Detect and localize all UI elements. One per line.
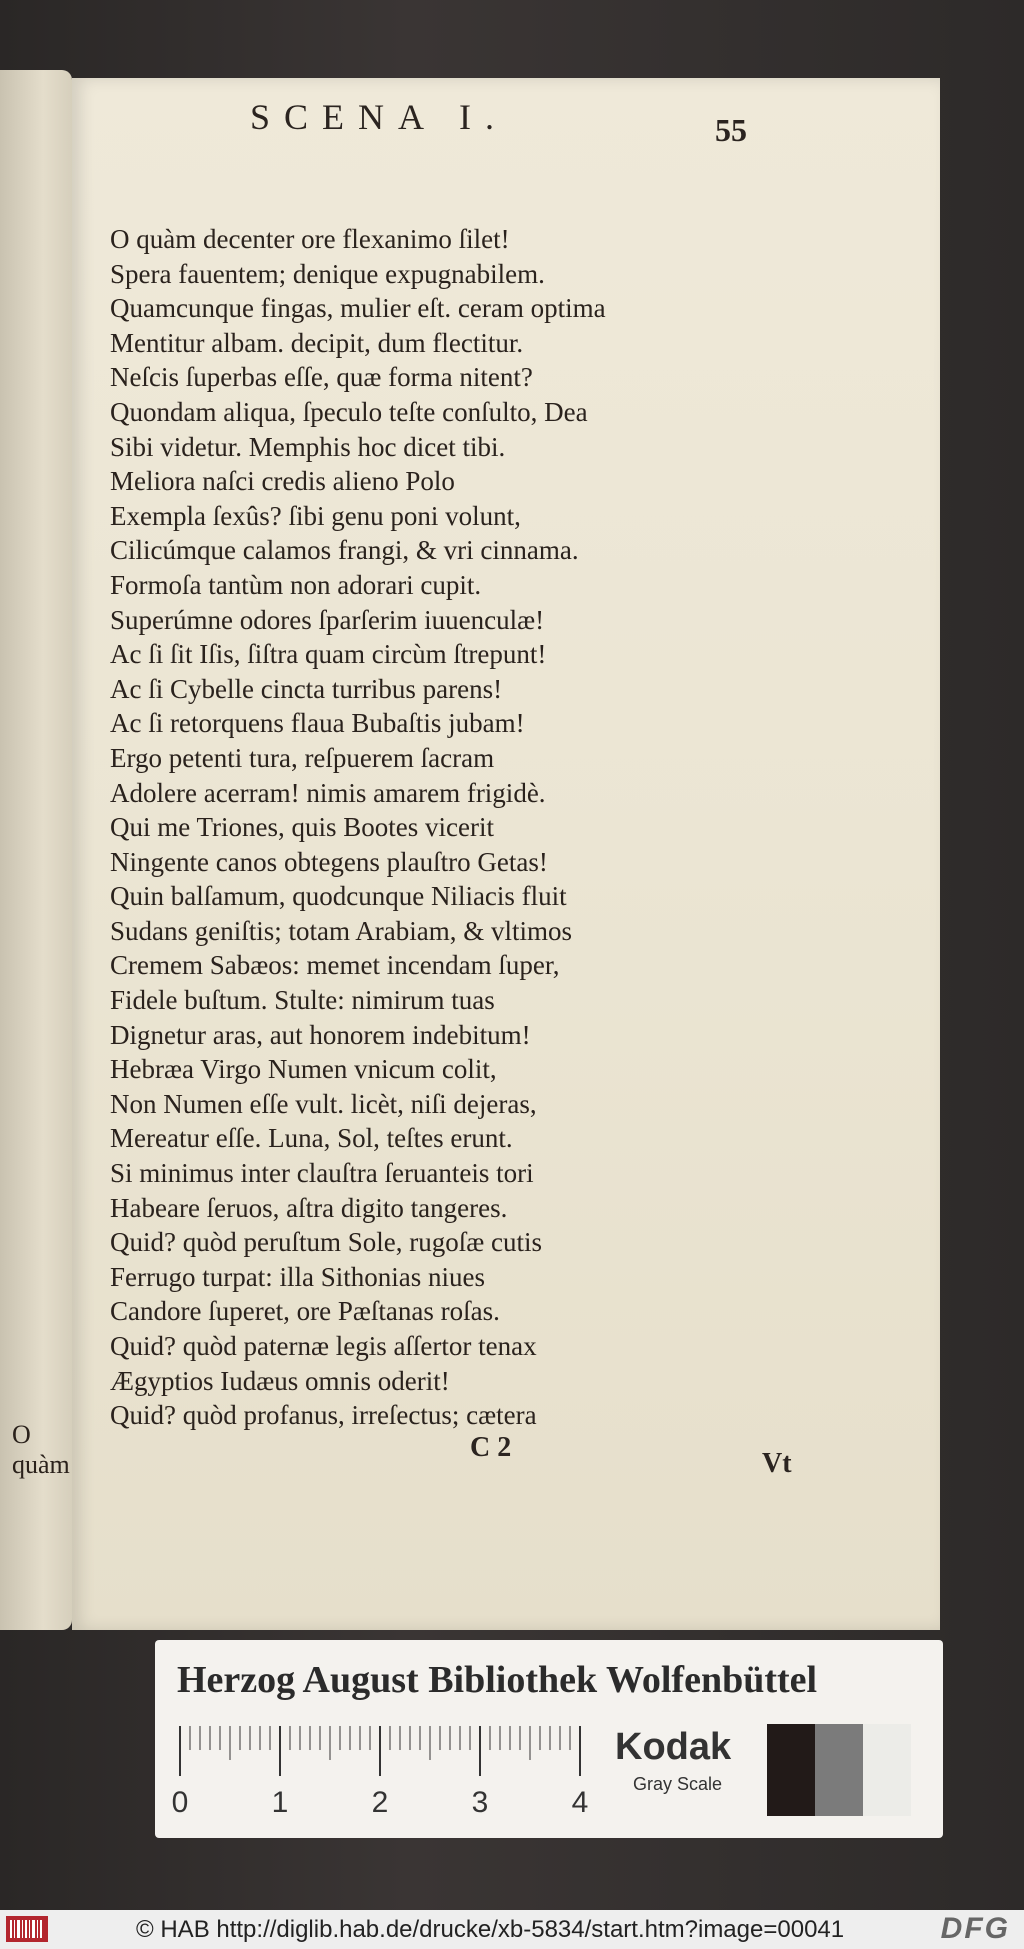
barcode-logo-icon — [6, 1916, 48, 1942]
verse-line: Ac ſi retorquens flaua Bubaſtis jubam! — [110, 708, 525, 739]
page-number: 55 — [715, 112, 747, 148]
verse-line: Habeare ſeruos, aſtra digito tangeres. — [110, 1192, 508, 1223]
ruler-label: 1 — [271, 1786, 289, 1819]
left-page-edge — [0, 70, 72, 1630]
footer-bar — [0, 1910, 1024, 1949]
swatch-mid — [815, 1724, 863, 1816]
verse-line: Cilicúmque calamos frangi, & vri cinnama. — [110, 535, 579, 566]
verse-line: Mentitur albam. decipit, dum flectitur. — [110, 327, 524, 358]
verse-line: Cremem Sabæos: memet incendam ſuper, — [110, 950, 560, 981]
verse-line: Fidele buſtum. Stulte: nimirum tuas — [110, 985, 495, 1016]
swatch-light — [863, 1724, 911, 1816]
verse-line: Mereatur eſſe. Luna, Sol, teſtes erunt. — [110, 1123, 513, 1154]
verse-line: Dignetur aras, aut honorem indebitum! — [110, 1019, 531, 1050]
verse-line: Ergo petenti tura, reſpuerem ſacram — [110, 742, 495, 773]
swatch-dark — [767, 1724, 815, 1816]
signature-mark: C 2 — [470, 1432, 512, 1463]
verse-line: Exempla ſexûs? ſibi genu poni volunt, — [110, 500, 521, 531]
verse-line: Quid? quòd peruſtum Sole, rugoſæ cutis — [110, 1227, 542, 1258]
ruler-label: 4 — [571, 1786, 589, 1819]
ruler-label: 0 — [171, 1786, 189, 1819]
verse-line: Non Numen eſſe vult. licèt, niſi dejeras, — [110, 1088, 537, 1119]
verse-line: Formoſa tantùm non adorari cupit. — [110, 569, 482, 600]
verse-line: Meliora naſci credis alieno Polo — [110, 466, 455, 497]
verse-line: Si minimus inter clauſtra ſeruanteis tori — [110, 1158, 534, 1189]
verse-line: O quàm decenter ore flexanimo ſilet! — [110, 224, 510, 254]
verse-line: Superúmne odores ſparſerim iuuenculæ! — [110, 604, 545, 635]
verse-line: Adolere acerram! nimis amarem frigidè. — [110, 777, 546, 808]
verse-line: Ægyptios Iudæus omnis oderit! — [110, 1365, 450, 1396]
color-target-card — [155, 1640, 943, 1838]
verse-line: Ningente canos obtegens plauſtro Getas! — [110, 846, 548, 877]
verse-line: Neſcis ſuperbas eſſe, quæ forma nitent? — [110, 362, 533, 393]
verse-line: Candore ſuperet, ore Pæſtanas roſas. — [110, 1296, 500, 1327]
ruler-label: 3 — [471, 1786, 489, 1819]
verse-line: Quin balſamum, quodcunque Niliacis fluit — [110, 881, 567, 912]
verse-line: Qui me Triones, quis Bootes vicerit — [110, 812, 494, 843]
verse-line: Quamcunque fingas, mulier eſt. ceram optima — [110, 293, 606, 324]
footer-link[interactable]: © HAB http://diglib.hab.de/drucke/xb-5834/start.htm?image=00041 — [136, 1916, 845, 1943]
verse-line: Ac ſi Cybelle cincta turribus parens! — [110, 673, 503, 704]
verse-line: Sudans geniſtis; totam Arabiam, & vltimos — [110, 915, 572, 946]
verse-line: Sibi videtur. Memphis hoc dicet tibi. — [110, 431, 506, 462]
gray-scale-label: Gray Scale — [633, 1774, 723, 1794]
catchword: Vt — [762, 1448, 792, 1479]
verse-line: Quondam aliqua, ſpeculo teſte conſulto, Dea — [110, 396, 588, 427]
dfg-logo: DFG — [940, 1912, 1010, 1945]
verse-line: Spera fauentem; denique expugnabilem. — [110, 258, 545, 289]
verse-line: Hebræa Virgo Numen vnicum colit, — [110, 1054, 497, 1085]
verse-line: Quid? quòd profanus, irreſectus; cætera — [110, 1400, 537, 1431]
verse-line: Quid? quòd paternæ legis aſſertor tenax — [110, 1331, 537, 1361]
library-title: Herzog August Bibliothek Wolfenbüttel — [177, 1659, 818, 1701]
ruler-scale — [171, 1722, 680, 1822]
ruler-label: 2 — [371, 1786, 389, 1819]
page-header: SCENA I. — [250, 97, 509, 137]
left-page-catchword: O quàm — [12, 1420, 70, 1479]
verse-line: Ac ſi ſit Iſis, ſiſtra quam circùm ſtrepunt! — [110, 639, 547, 670]
verse-line: Ferrugo turpat: illa Sithonias niues — [110, 1261, 485, 1292]
kodak-logo: Kodak — [615, 1726, 732, 1768]
verse-text — [110, 222, 810, 1433]
